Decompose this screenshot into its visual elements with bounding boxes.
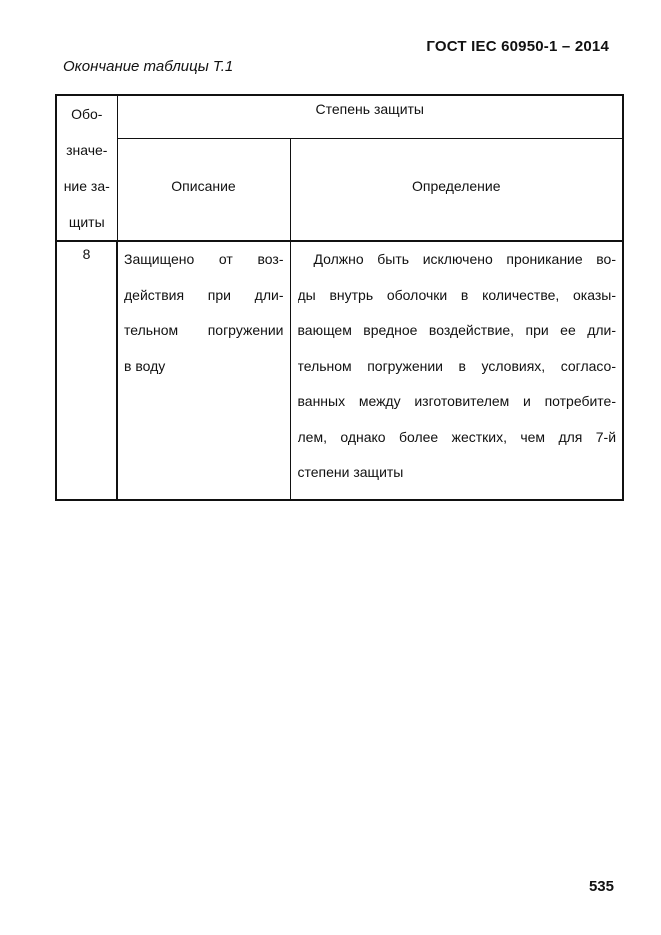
protection-table bbox=[55, 94, 624, 501]
definition-line: Должно быть исключено проникание во- bbox=[313, 251, 617, 267]
definition-header bbox=[290, 139, 623, 241]
designation-header-line: щиты bbox=[68, 214, 105, 230]
definition-line: ды внутрь оболочки в количестве, оказы- bbox=[297, 286, 617, 303]
designation-value: 8 bbox=[82, 246, 91, 262]
document-header: ГОСТ IEC 60950-1 – 2014 bbox=[426, 38, 609, 55]
definition-line: лем, однако более жестких, чем для 7-й bbox=[297, 428, 617, 445]
description-header bbox=[117, 139, 290, 241]
designation-header-line: Обо- bbox=[71, 106, 103, 122]
definition-line: тельном погружении в условиях, согласо- bbox=[297, 357, 617, 374]
protection-degree-header bbox=[117, 95, 623, 139]
designation-header bbox=[56, 95, 117, 241]
description-line: Защищено от воз- bbox=[124, 251, 284, 267]
designation-cell bbox=[56, 241, 117, 500]
definition-cell bbox=[290, 241, 623, 500]
page-number: 535 bbox=[588, 878, 614, 895]
table-caption: Окончание таблицы Т.1 bbox=[63, 58, 234, 75]
designation-header-line: ние за- bbox=[63, 178, 110, 194]
description-line: действия при дли- bbox=[124, 286, 284, 303]
definition-line: ванных между изготовителем и потребите- bbox=[297, 393, 617, 409]
description-header-text: Описание bbox=[171, 177, 236, 194]
description-line: тельном погружении bbox=[124, 322, 284, 338]
definition-line: вающем вредное воздействие, при ее дли- bbox=[297, 322, 617, 338]
description-cell bbox=[117, 241, 290, 500]
definition-line: степени защиты bbox=[297, 464, 404, 480]
designation-header-line: значе- bbox=[66, 142, 108, 158]
table-row bbox=[56, 241, 623, 500]
protection-degree-header-text: Степень защиты bbox=[315, 101, 424, 118]
definition-header-text: Определение bbox=[411, 177, 501, 194]
description-line: в воду bbox=[124, 357, 166, 374]
